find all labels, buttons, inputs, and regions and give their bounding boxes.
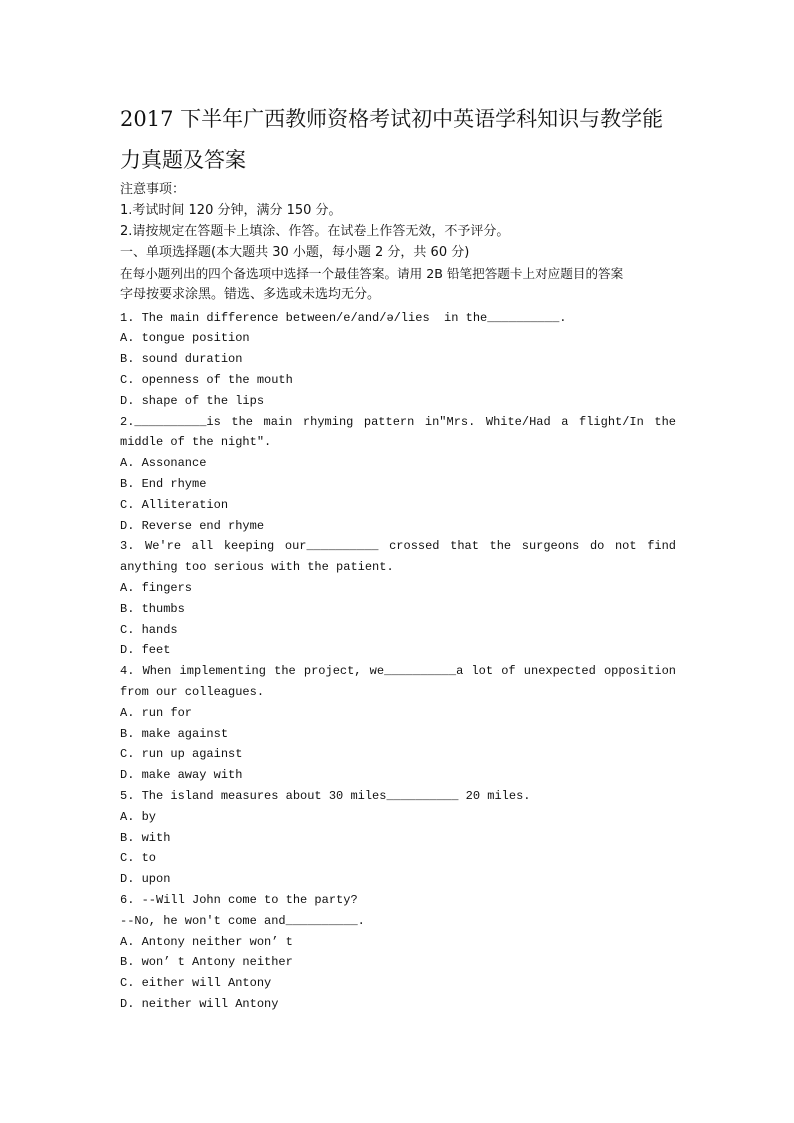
notice-heading: 注意事项： bbox=[120, 182, 186, 197]
section-instruction-line-2: 字母按要求涂黑。错选、多选或未选均无分。 bbox=[120, 287, 381, 302]
question-5-option-a: A. by bbox=[120, 810, 157, 824]
section-heading: 一、单项选择题(本大题共 30 小题，每小题 2 分，共 60 分) bbox=[120, 245, 470, 260]
question-3-stem-line-2: anything too serious with the patient. bbox=[120, 560, 394, 574]
question-5-option-b: B. with bbox=[120, 831, 171, 845]
question-1-option-c: C. openness of the mouth bbox=[120, 373, 293, 387]
question-3-option-c: C. hands bbox=[120, 623, 178, 637]
question-3-option-d: D. feet bbox=[120, 643, 171, 657]
question-2-option-c: C. Alliteration bbox=[120, 498, 229, 512]
question-3-option-b: B. thumbs bbox=[120, 602, 185, 616]
question-1-option-d: D. shape of the lips bbox=[120, 394, 265, 408]
notice-item-2: 2.请按规定在答题卡上填涂、作答。在试卷上作答无效，不予评分。 bbox=[120, 224, 510, 239]
document-title-line-1: 2017 下半年广西教师资格考试初中英语学科知识与教学能 bbox=[120, 107, 664, 131]
question-6-stem-line-2: --No, he won't come and__________. bbox=[120, 914, 365, 928]
question-2-option-b: B. End rhyme bbox=[120, 477, 207, 491]
question-2-option-d: D. Reverse end rhyme bbox=[120, 519, 265, 533]
question-6-option-c: C. either will Antony bbox=[120, 976, 272, 990]
question-4-option-d: D. make away with bbox=[120, 768, 243, 782]
question-1-stem: 1. The main difference between/e/and/ə/lies in the__________. bbox=[120, 311, 567, 325]
question-5-option-c: C. to bbox=[120, 851, 157, 865]
question-4-option-c: C. run up against bbox=[120, 747, 243, 761]
notice-item-1: 1.考试时间 120 分钟，满分 150 分。 bbox=[120, 203, 342, 218]
section-instruction-line-1: 在每小题列出的四个备选项中选择一个最佳答案。请用 2B 铅笔把答题卡上对应题目的答案 bbox=[120, 266, 624, 281]
document-title-line-2: 力真题及答案 bbox=[120, 148, 246, 172]
question-2-stem-line-2: middle of the night". bbox=[120, 435, 272, 449]
question-5-stem: 5. The island measures about 30 miles__________ 20 miles. bbox=[120, 789, 531, 803]
question-6-option-a: A. Antony neither won’ t bbox=[120, 935, 293, 949]
question-3-option-a: A. fingers bbox=[120, 581, 193, 595]
question-2-stem-line-1: 2.__________is the main rhyming pattern in"Mrs. White/Had a flight/In the bbox=[120, 415, 676, 429]
question-1-option-b: B. sound duration bbox=[120, 352, 243, 366]
question-3-stem-line-1: 3. We're all keeping our__________ crossed that the surgeons do not find bbox=[120, 539, 676, 553]
question-6-stem-line-1: 6. --Will John come to the party? bbox=[120, 893, 358, 907]
question-6-option-b: B. won’ t Antony neither bbox=[120, 955, 293, 969]
question-2-option-a: A. Assonance bbox=[120, 456, 207, 470]
question-5-option-d: D. upon bbox=[120, 872, 171, 886]
question-4-stem-line-1: 4. When implementing the project, we__________a lot of unexpected opposition bbox=[120, 664, 676, 678]
question-6-option-d: D. neither will Antony bbox=[120, 997, 279, 1011]
question-4-option-b: B. make against bbox=[120, 727, 229, 741]
question-1-option-a: A. tongue position bbox=[120, 331, 250, 345]
question-4-option-a: A. run for bbox=[120, 706, 193, 720]
question-4-stem-line-2: from our colleagues. bbox=[120, 685, 265, 699]
